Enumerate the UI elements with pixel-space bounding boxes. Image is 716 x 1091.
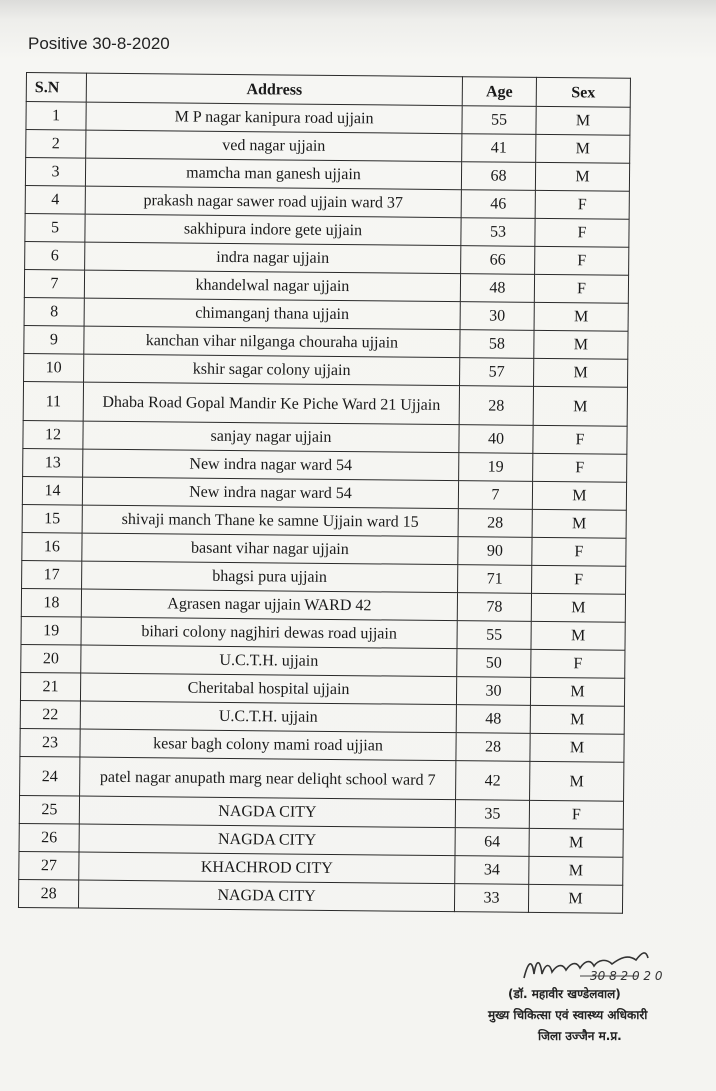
cell-address: prakash nagar sawer road ujjain ward 37 [85, 186, 461, 218]
cell-age: 55 [457, 621, 531, 650]
cell-address: kesar bagh colony mami road ujjian [80, 729, 456, 761]
cell-sn: 3 [25, 158, 85, 187]
cell-sn: 24 [20, 756, 80, 796]
cell-sn: 8 [24, 297, 84, 326]
cell-sn: 19 [21, 616, 81, 645]
handwritten-signature [520, 948, 716, 982]
cell-sex: F [531, 649, 625, 678]
cell-sex: M [530, 677, 624, 706]
cell-address: Agrasen nagar ujjain WARD 42 [81, 589, 457, 621]
cell-sex: F [535, 190, 629, 219]
cell-sex: M [536, 106, 630, 135]
cell-age: 42 [456, 761, 530, 801]
cell-address: U.C.T.H. ujjain [81, 645, 457, 677]
cell-sn: 11 [23, 381, 83, 421]
cell-sn: 9 [24, 325, 84, 354]
cell-sex: F [533, 425, 627, 454]
cell-address: NAGDA CITY [79, 796, 455, 828]
cell-age: 66 [461, 246, 535, 275]
cell-sex: M [534, 330, 628, 359]
cell-sn: 20 [21, 644, 81, 673]
cell-age: 50 [457, 649, 531, 678]
cell-address: bhagsi pura ujjain [82, 561, 458, 593]
cell-sn: 27 [19, 851, 79, 880]
cell-address: Dhaba Road Gopal Mandir Ke Piche Ward 21 Ujjain [83, 382, 459, 425]
cell-sn: 13 [23, 448, 83, 477]
cell-address: kanchan vihar nilganga chouraha ujjain [84, 326, 460, 358]
cell-sn: 1 [26, 102, 86, 131]
cell-sn: 6 [25, 241, 85, 270]
cell-age: 58 [460, 330, 534, 359]
cell-age: 41 [462, 134, 536, 163]
cell-sex: F [534, 274, 628, 303]
cell-sex: F [532, 537, 626, 566]
cell-address: khandelwal nagar ujjain [84, 270, 460, 302]
cell-sex: M [534, 302, 628, 331]
cell-sex: M [535, 162, 629, 191]
cell-sn: 15 [22, 504, 82, 533]
header-sn: S.N [26, 73, 86, 103]
signature-block [470, 948, 716, 1048]
cell-age: 19 [459, 453, 533, 482]
cell-age: 71 [458, 565, 532, 594]
cell-sex: F [535, 246, 629, 275]
cell-sn: 21 [20, 672, 80, 701]
cell-sex: M [532, 509, 626, 538]
cell-sex: F [532, 565, 626, 594]
cell-address: New indra nagar ward 54 [82, 477, 458, 509]
cell-age: 30 [456, 677, 530, 706]
cell-address: shivaji manch Thane ke samne Ujjain ward 15 [82, 505, 458, 537]
cell-address: M P nagar kanipura road ujjain [86, 102, 462, 134]
cell-address: sanjay nagar ujjain [83, 421, 459, 453]
cell-sex: M [536, 134, 630, 163]
cell-sn: 23 [20, 728, 80, 757]
cell-sex: M [530, 733, 624, 762]
cell-sn: 28 [18, 879, 78, 908]
cell-sn: 10 [24, 353, 84, 382]
cell-address: NAGDA CITY [78, 880, 454, 912]
stamp-place: जिला उज्जैन म.प्र. [538, 1029, 622, 1043]
cell-age: 46 [461, 190, 535, 219]
cell-sex: M [533, 386, 627, 426]
cell-sex: M [528, 884, 622, 913]
table-row [20, 756, 624, 801]
cell-sex: M [532, 481, 626, 510]
cell-age: 68 [461, 162, 535, 191]
cell-sex: F [533, 453, 627, 482]
cell-sex: F [529, 800, 623, 829]
cell-sex: M [534, 358, 628, 387]
cell-address: U.C.T.H. ujjain [80, 701, 456, 733]
cell-sn: 7 [24, 269, 84, 298]
cell-sex: M [529, 828, 623, 857]
cell-age: 55 [462, 106, 536, 135]
svg-text:30 8 2 0 2 0: 30 8 2 0 2 0 [590, 969, 663, 982]
table-body [18, 102, 630, 914]
cell-age: 53 [461, 218, 535, 247]
cell-address: indra nagar ujjain [85, 242, 461, 274]
cell-address: sakhipura indore gete ujjain [85, 214, 461, 246]
cell-age: 48 [460, 274, 534, 303]
cell-age: 35 [455, 800, 529, 829]
cell-sex: M [531, 621, 625, 650]
cell-sn: 5 [25, 213, 85, 242]
cell-address: patel nagar anupath marg near deliqht school ward 7 [80, 757, 456, 800]
cell-address: kshir sagar colony ujjain [84, 354, 460, 386]
cell-age: 28 [456, 733, 530, 762]
cell-age: 78 [457, 593, 531, 622]
cell-age: 64 [455, 828, 529, 857]
cell-address: Cheritabal hospital ujjain [80, 673, 456, 705]
cell-age: 28 [458, 509, 532, 538]
cell-sn: 22 [20, 700, 80, 729]
cell-sn: 2 [26, 130, 86, 159]
page-heading: Positive 30-8-2020 [28, 34, 170, 53]
stamp-name: (डॉ. महावीर खण्डेलवाल) [508, 987, 621, 1001]
cell-sn: 26 [19, 823, 79, 852]
header-address: Address [86, 73, 462, 106]
positive-cases-table [18, 72, 631, 914]
cell-age: 48 [456, 705, 530, 734]
cell-sn: 14 [22, 476, 82, 505]
cell-address: chimanganj thana ujjain [84, 298, 460, 330]
cell-sex: M [529, 856, 623, 885]
cell-age: 40 [459, 425, 533, 454]
cell-sn: 18 [21, 588, 81, 617]
cell-age: 34 [455, 856, 529, 885]
cell-sex: M [530, 705, 624, 734]
cell-sn: 17 [22, 560, 82, 589]
cell-age: 7 [458, 481, 532, 510]
cell-age: 57 [460, 358, 534, 387]
cell-sn: 4 [25, 185, 85, 214]
cell-address: NAGDA CITY [79, 824, 455, 856]
cell-sn: 25 [19, 795, 79, 824]
cell-sn: 16 [22, 532, 82, 561]
stamp-title: मुख्य चिकित्सा एवं स्वास्थ्य अधिकारी [488, 1008, 648, 1022]
cell-address: mamcha man ganesh ujjain [85, 158, 461, 190]
cell-address: KHACHROD CITY [79, 852, 455, 884]
cell-age: 90 [458, 537, 532, 566]
header-age: Age [462, 77, 536, 107]
cell-address: ved nagar ujjain [86, 130, 462, 162]
cell-address: basant vihar nagar ujjain [82, 533, 458, 565]
cell-sn: 12 [23, 420, 83, 449]
header-sex: Sex [536, 77, 630, 107]
table-row [23, 381, 627, 426]
cell-age: 28 [459, 386, 533, 426]
cell-sex: F [535, 218, 629, 247]
table-row [18, 879, 622, 913]
cell-sex: M [530, 761, 624, 801]
cell-address: bihari colony nagjhiri dewas road ujjain [81, 617, 457, 649]
cell-address: New indra nagar ward 54 [83, 449, 459, 481]
cell-age: 33 [454, 884, 528, 913]
cell-age: 30 [460, 302, 534, 331]
cell-sex: M [531, 593, 625, 622]
